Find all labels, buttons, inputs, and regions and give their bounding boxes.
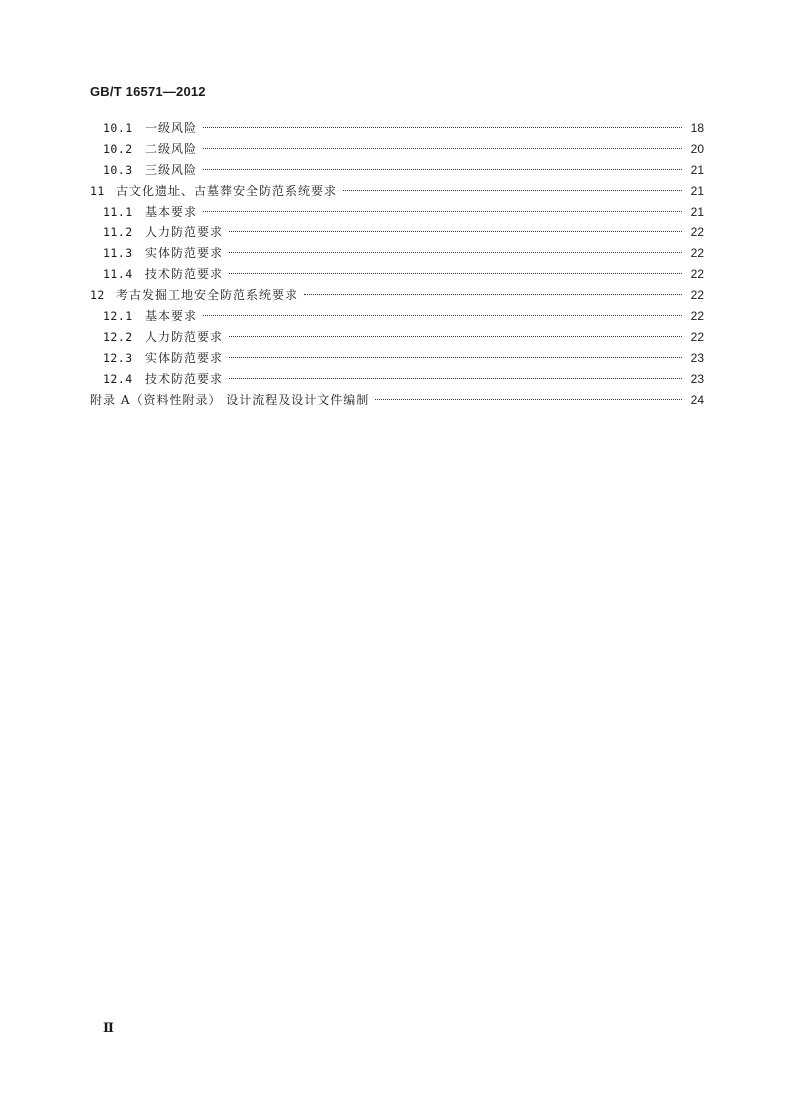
toc-entry[interactable] <box>90 161 704 182</box>
toc-dot-leader <box>203 211 682 212</box>
toc-entry-title: 一级风险 <box>145 121 198 135</box>
toc-entry-page: 21 <box>690 204 704 219</box>
toc-entry-number: 10.3 <box>103 162 133 177</box>
toc-entry[interactable] <box>90 349 704 370</box>
toc-entry-number: 12 <box>90 288 105 303</box>
toc-dot-leader <box>304 294 682 295</box>
toc-entry-number: 12.2 <box>103 329 133 344</box>
toc-entry-page: 22 <box>690 246 704 261</box>
toc-dot-leader <box>375 399 682 400</box>
toc-entry[interactable] <box>90 244 704 265</box>
toc-dot-leader <box>229 336 682 337</box>
toc-entry-number: 12.1 <box>103 309 133 324</box>
toc-entry-title: 基本要求 <box>145 204 198 219</box>
toc-entry-title: 二级风险 <box>145 141 198 156</box>
toc-entry-number: 11.4 <box>103 267 133 282</box>
toc-dot-leader <box>229 252 682 253</box>
toc-dot-leader <box>203 148 682 149</box>
toc-dot-leader <box>229 273 682 274</box>
toc-entry-title: 附录 A（资料性附录） 设计流程及设计文件编制 <box>90 392 370 407</box>
table-of-contents <box>90 119 704 411</box>
toc-entry-number: 10.2 <box>103 141 133 156</box>
toc-entry-number: 12.3 <box>103 350 133 365</box>
toc-entry[interactable] <box>90 370 704 391</box>
toc-entry[interactable] <box>90 265 704 286</box>
toc-entry-number: 11.3 <box>103 246 133 261</box>
toc-entry-page: 24 <box>690 392 704 407</box>
toc-entry[interactable] <box>90 119 704 140</box>
toc-entry[interactable] <box>90 286 704 307</box>
toc-entry-title: 技术防范要求 <box>145 267 224 282</box>
toc-dot-leader <box>203 315 682 316</box>
toc-entry-title: 实体防范要求 <box>145 350 224 365</box>
toc-dot-leader <box>229 357 682 358</box>
toc-entry-title: 人力防范要求 <box>145 225 224 240</box>
toc-dot-leader <box>343 190 682 191</box>
toc-entry-page: 23 <box>690 350 704 365</box>
toc-entry-number: 11.1 <box>103 204 133 219</box>
toc-entry-title: 古文化遗址、古墓葬安全防范系统要求 <box>116 183 338 198</box>
toc-entry[interactable] <box>90 140 704 161</box>
toc-entry-page: 21 <box>690 183 704 198</box>
toc-entry-title: 考古发掘工地安全防范系统要求 <box>116 288 299 303</box>
toc-entry-number: 11.2 <box>103 225 133 240</box>
toc-dot-leader <box>229 378 682 379</box>
toc-entry-page: 22 <box>690 267 704 282</box>
toc-entry-title: 技术防范要求 <box>145 371 224 386</box>
toc-entry-page: 20 <box>690 141 704 156</box>
toc-entry-number: 11 <box>90 183 105 198</box>
toc-entry-title: 实体防范要求 <box>145 246 224 261</box>
toc-dot-leader <box>203 127 682 128</box>
toc-entry[interactable] <box>90 203 704 224</box>
toc-entry-page: 18 <box>690 121 704 135</box>
toc-entry-number: 10.1 <box>103 121 133 135</box>
toc-entry-page: 23 <box>690 371 704 386</box>
toc-entry[interactable] <box>90 182 704 203</box>
toc-entry-number: 12.4 <box>103 371 133 386</box>
standard-code: GB/T 16571—2012 <box>90 84 206 99</box>
toc-dot-leader <box>203 169 682 170</box>
page-number: Ⅱ <box>103 1020 114 1035</box>
toc-entry-page: 22 <box>690 309 704 324</box>
toc-entry-title: 基本要求 <box>145 309 198 324</box>
toc-entry[interactable] <box>90 391 704 412</box>
toc-entry[interactable] <box>90 223 704 244</box>
toc-entry[interactable] <box>90 307 704 328</box>
toc-entry-page: 22 <box>690 288 704 303</box>
toc-entry[interactable] <box>90 328 704 349</box>
toc-entry-page: 22 <box>690 329 704 344</box>
toc-entry-title: 三级风险 <box>145 162 198 177</box>
toc-entry-page: 21 <box>690 162 704 177</box>
toc-dot-leader <box>229 231 682 232</box>
toc-entry-title: 人力防范要求 <box>145 329 224 344</box>
toc-entry-page: 22 <box>690 225 704 240</box>
